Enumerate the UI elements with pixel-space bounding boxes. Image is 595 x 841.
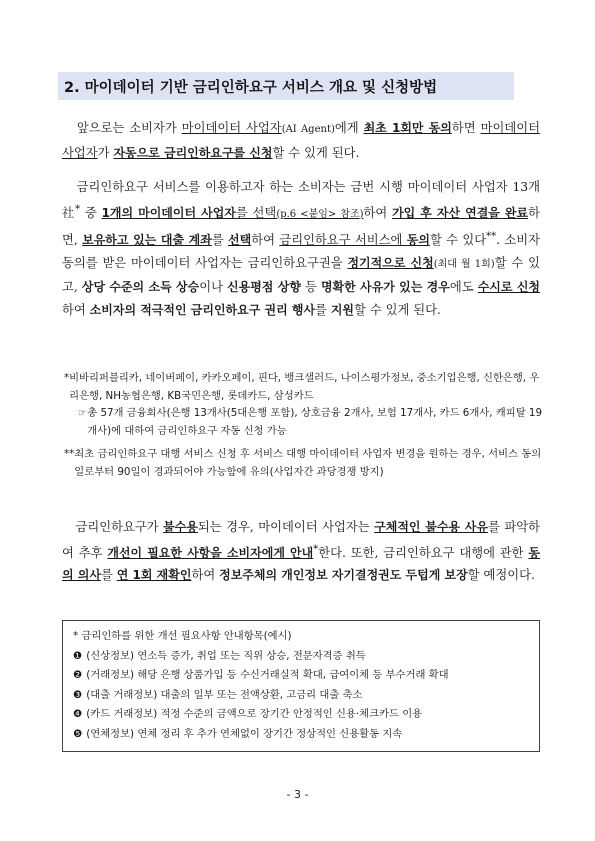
paragraph-intro: 앞으로는 소비자가 마이데이터 사업자(AI Agent)에게 최초 1회만 동의하면 마이데이터 사업자가 자동으로 금리인하요구를 신청할 수 있게 된다. <box>62 121 540 160</box>
guide-item: ❹ (카드 거래정보) 적정 수준의 금액으로 장기간 안정적인 신용·체크카드 이용 <box>73 708 423 720</box>
guide-item: ❸ (대출 거래정보) 대출의 일부 또는 전액상환, 고금리 대출 축소 <box>73 688 363 701</box>
guide-item: ❺ (연체정보) 연체 정리 후 추가 연체없이 장기간 정상적인 신용활동 지속 <box>73 727 403 740</box>
footnote-2: ** 최초 금리인하요구 대행 서비스 신청 후 서비스 대행 마이데이터 사업자 변경을 원하는 경우, 서비스 동의일로부터 90일이 경과되어야 가능함에 유의(사업자간 과당경쟁 방지) <box>64 448 542 478</box>
guide-item: ❷ (거래정보) 해당 은행 상품가입 등 수신거래실적 확대, 급여이체 등 부수거래 확대 <box>73 669 449 681</box>
footnote-1: * 비바리퍼블리카, 네이버페이, 카카오페이, 핀다, 뱅크샐러드, 나이스평가정보, 중소기업은행, 신한은행, 우리은행, NH농협은행, KB국민은행, 롯데카드, 삼성카드 <box>64 372 540 402</box>
guide-box-title: * 금리인하를 위한 개선 필요사항 안내항목(예시) <box>73 630 292 642</box>
guide-item: ❶ (신상정보) 연소득 증가, 취업 또는 직위 상승, 전문자격증 취득 <box>73 649 366 662</box>
footnotes <box>64 370 542 481</box>
page-number: - 3 - <box>286 788 309 801</box>
paragraph-service-usage: 금리인하요구 서비스를 이용하고자 하는 소비자는 금번 시행 마이데이터 사업자 13개社* 중 1개의 마이데이터 사업자를 선택(p.6 <붙임> 참조)하여 가입 후 자산 연결을 완료하면, 보유하고 있는 대출 계좌를 선택하여 금리인하요구 서비스에 동의할 수 있다**. 소비자 동의를 받은 마이데이터 사업자는 금리인하요구권을 정기적으로 신청(최대 월 1회)할 수 있고, 상당 수준의 소득 상승이나 신용평점 상향 등 명확한 사유가 있는 경우에도 수시로 신청하여 소비자의 적극적인 금리인하요구 권리 행사를 지원할 수 있게 된다. <box>62 180 540 317</box>
section-heading: 2. 마이데이터 기반 금리인하요구 서비스 개요 및 신청방법 <box>58 72 514 100</box>
paragraph-rejection: 금리인하요구가 불수용되는 경우, 마이데이터 사업자는 구체적인 불수용 사유를 파악하여 추후 개선이 필요한 사항을 소비자에게 안내*한다. 또한, 금리인하요구 대행에 관한 동의 의사를 연 1회 재확인하여 정보주체의 개인정보 자기결정권도 두텁게 보장할 예정이다. <box>62 520 540 583</box>
improvement-guide-box <box>62 620 540 752</box>
footnote-1-detail: ☞ 총 57개 금융회사(은행 13개사(5대은행 포함), 상호금융 2개사, 보험 17개사, 카드 6개사, 캐피탈 19개사)에 대하여 금리인하요구 자동 신청 가능 <box>78 407 543 437</box>
